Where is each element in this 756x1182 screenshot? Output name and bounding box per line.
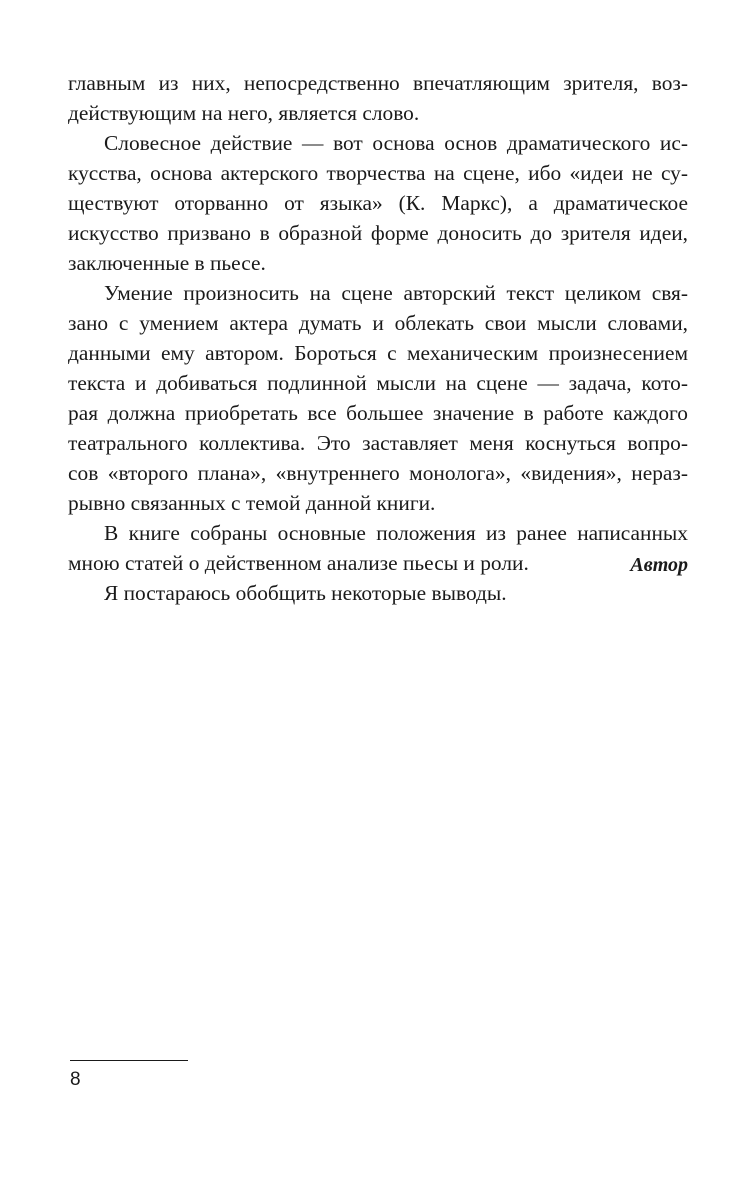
text-line: рая должна приобретать все большее значение в работе каждого xyxy=(68,401,688,425)
text-line: заключенные в пьесе. xyxy=(68,251,266,275)
page-number: 8 xyxy=(70,1069,81,1090)
text-line: кусства, основа актерского творчества на сцене, ибо «идеи не су- xyxy=(68,161,688,185)
paragraph xyxy=(68,578,688,608)
text-line: зано с умением актера думать и облекать свои мысли словами, xyxy=(68,311,688,335)
text-line: текста и добиваться подлинной мысли на сцене — задача, кото- xyxy=(68,371,688,395)
text-line: ществуют оторванно от языка» (К. Маркс), а драматическое xyxy=(68,191,688,215)
body-text xyxy=(68,68,688,608)
text-line: театрального коллектива. Это заставляет меня коснуться вопро- xyxy=(68,431,688,455)
footer-rule xyxy=(70,1060,188,1061)
text-line: В книге собраны основные положения из ранее написанных xyxy=(104,521,688,545)
text-line: действующим на него, является слово. xyxy=(68,101,420,125)
text-line: Умение произносить на сцене авторский текст целиком свя- xyxy=(104,281,688,305)
text-line: сов «второго плана», «внутреннего монолога», «видения», нераз- xyxy=(68,461,688,485)
paragraph xyxy=(68,68,688,128)
text-line: главным из них, непосредственно впечатляющим зрителя, воз- xyxy=(68,71,688,95)
text-line: данными ему автором. Бороться с механическим произнесением xyxy=(68,341,688,365)
paragraph xyxy=(68,128,688,278)
text-line: мною статей о действенном анализе пьесы и роли. xyxy=(68,551,529,575)
author-signature: Автор xyxy=(630,554,688,576)
text-line: Я постараюсь обобщить некоторые выводы. xyxy=(104,581,507,605)
paragraph xyxy=(68,278,688,518)
text-line: Словесное действие — вот основа основ драматического ис- xyxy=(104,131,688,155)
text-line: рывно связанных с темой данной книги. xyxy=(68,491,436,515)
text-line: искусство призвано в образной форме доносить до зрителя идеи, xyxy=(68,221,688,245)
